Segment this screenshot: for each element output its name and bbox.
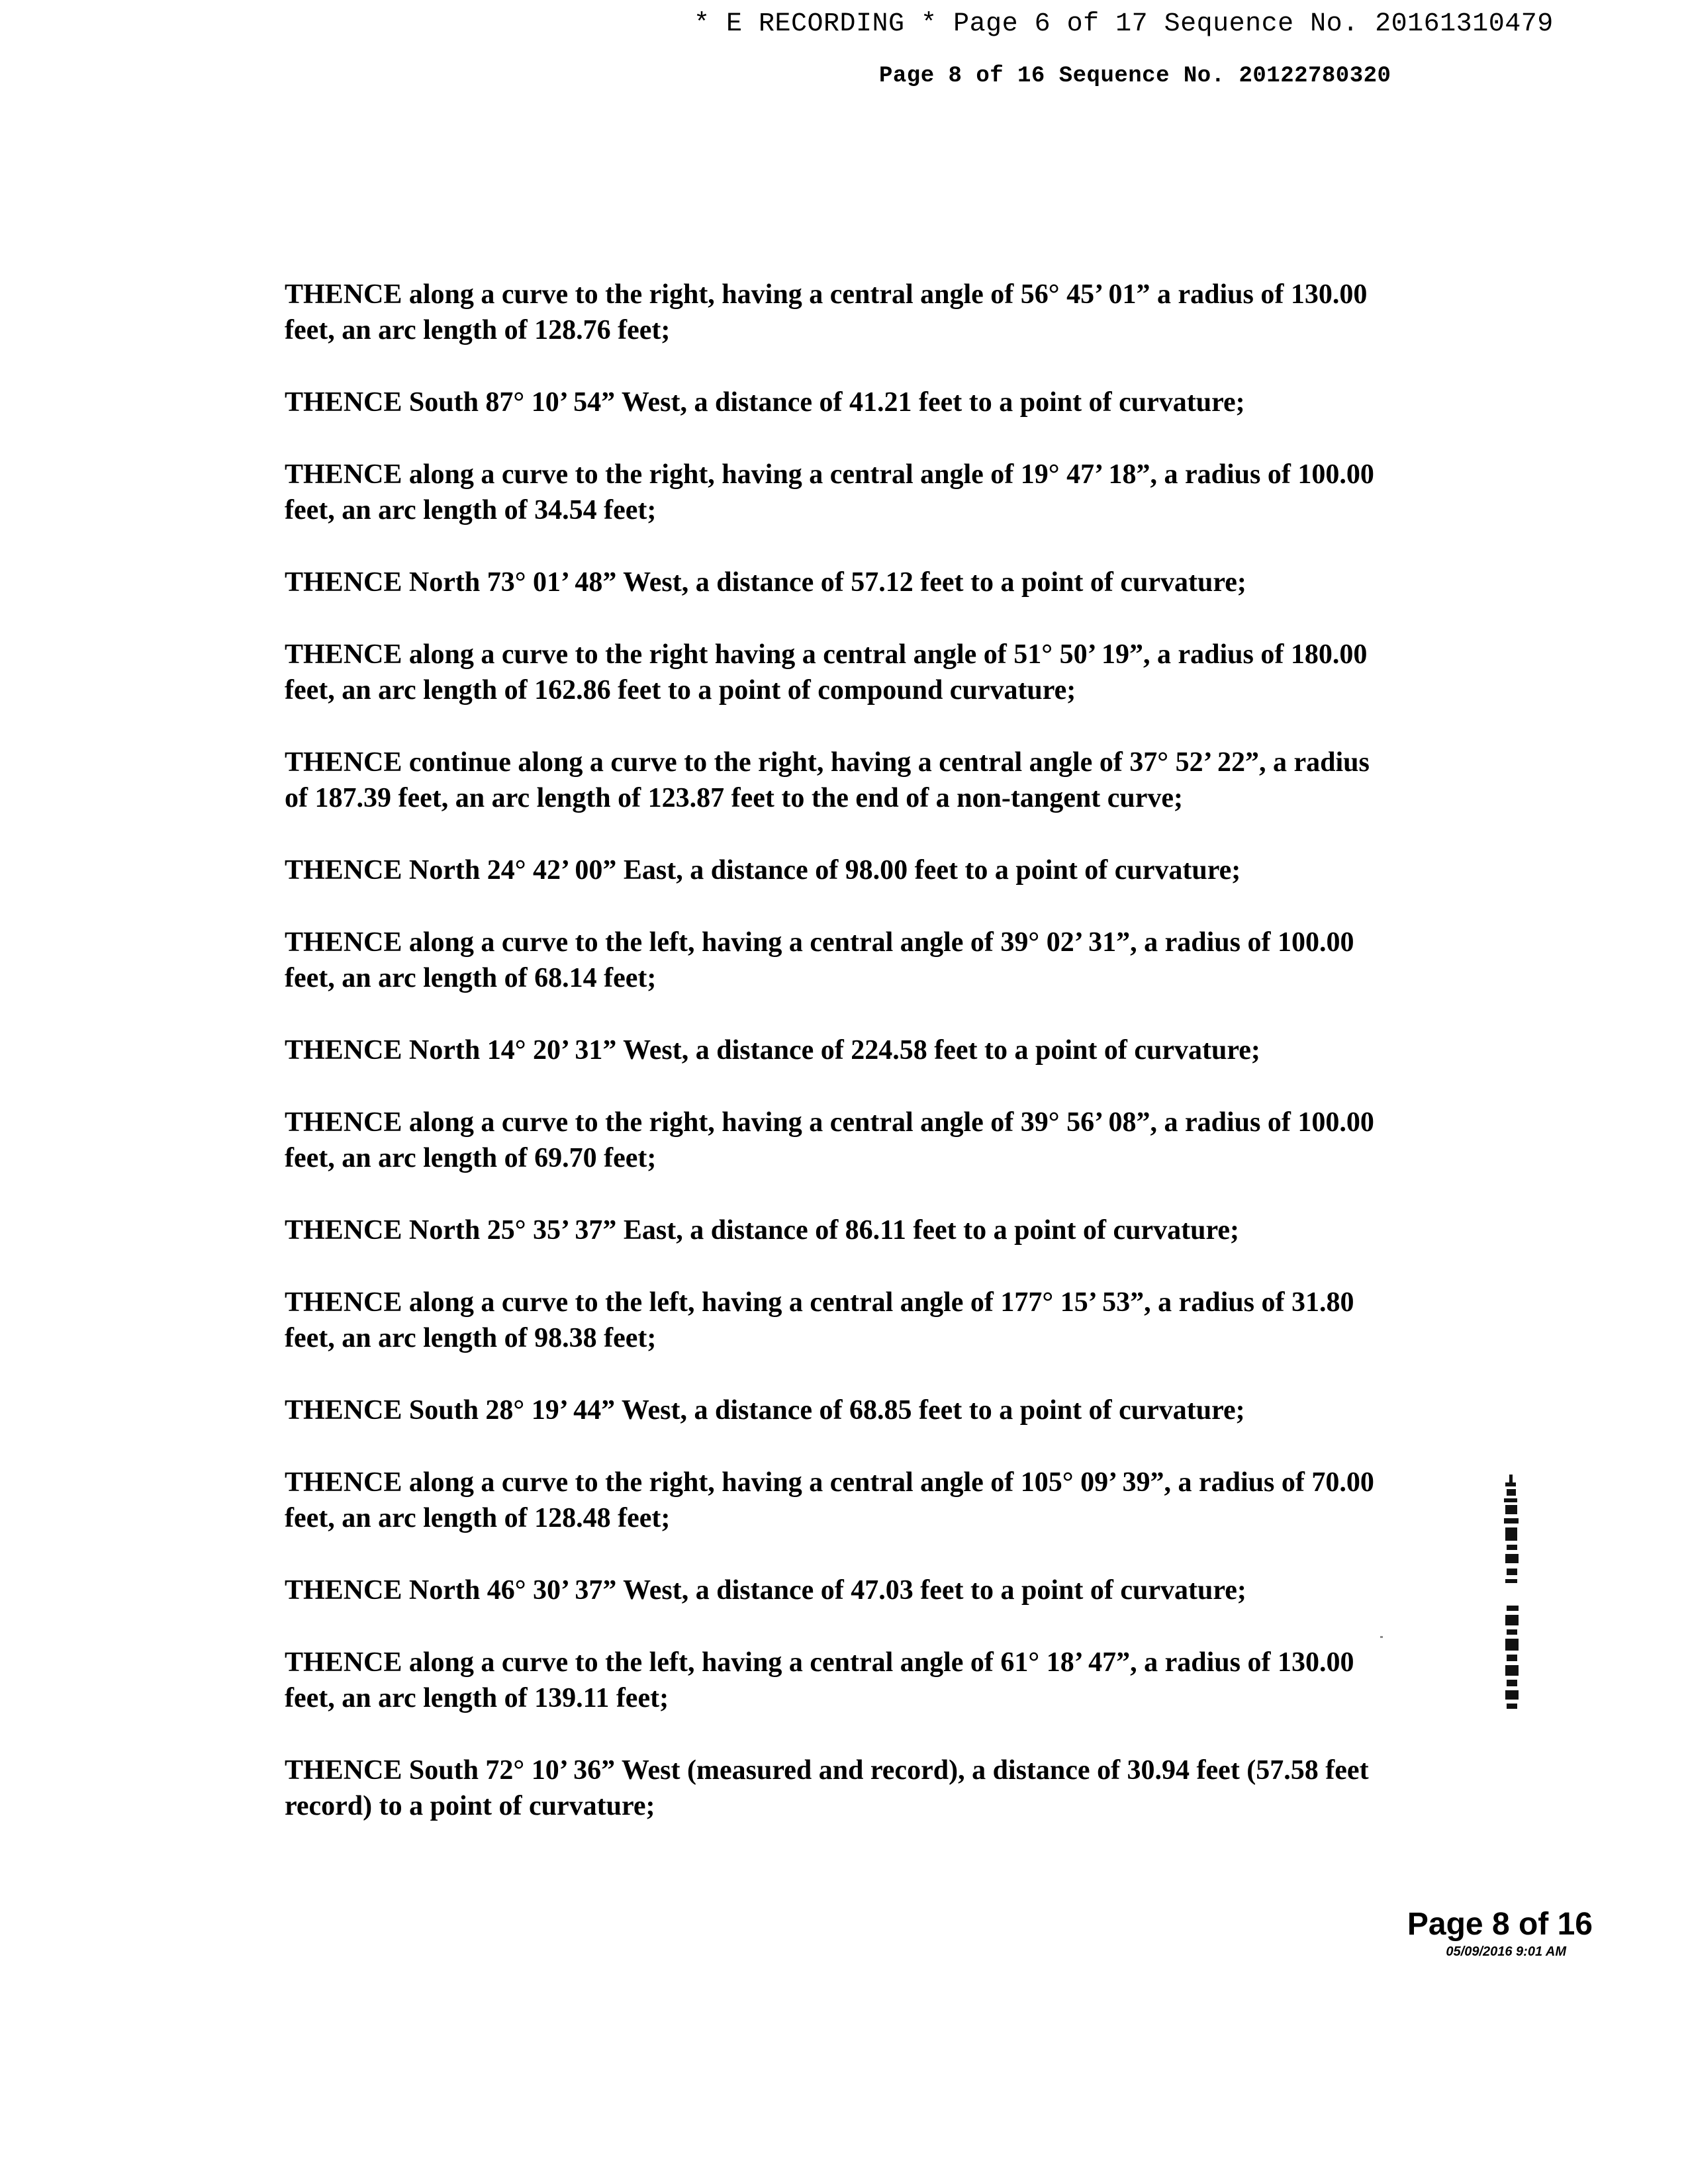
course-paragraph: THENCE North 73° 01’ 48” West, a distance of 57.12 feet to a point of curvature; bbox=[285, 567, 1246, 598]
page-footer bbox=[1407, 1906, 1593, 1960]
course-paragraph: THENCE South 72° 10’ 36” West (measured and record), a distance of 30.94 feet (57.58 feet record) to a point of curvature; bbox=[285, 1755, 1369, 1821]
course-paragraph: THENCE along a curve to the left, having a central angle of 177° 15’ 53”, a radius of 31.80 feet, an arc length of 98.38 feet; bbox=[285, 1287, 1354, 1353]
course-paragraph: THENCE South 28° 19’ 44” West, a distance of 68.85 feet to a point of curvature; bbox=[285, 1395, 1245, 1426]
course-paragraph: THENCE along a curve to the right, having a central angle of 56° 45’ 01” a radius of 130.00 feet, an arc length of 128.76 feet; bbox=[285, 279, 1368, 345]
footer-timestamp: 05/09/2016 9:01 AM bbox=[1446, 1944, 1566, 1959]
course-paragraph: THENCE along a curve to the right, having a central angle of 105° 09’ 39”, a radius of 70.00 feet, an arc length of 128.48 feet; bbox=[285, 1467, 1374, 1533]
course-paragraph: THENCE South 87° 10’ 54” West, a distance of 41.21 feet to a point of curvature; bbox=[285, 387, 1245, 418]
course-paragraph: THENCE North 25° 35’ 37” East, a distance of 86.11 feet to a point of curvature; bbox=[285, 1215, 1239, 1246]
original-page-header: Page 8 of 16 Sequence No. 20122780320 bbox=[879, 64, 1391, 89]
course-paragraph: THENCE along a curve to the right having a central angle of 51° 50’ 19”, a radius of 180.00 feet, an arc length of 162.86 feet to a point of compound curvature; bbox=[285, 639, 1368, 705]
course-paragraph: THENCE along a curve to the left, having a central angle of 61° 18’ 47”, a radius of 130.00 feet, an arc length of 139.11 feet; bbox=[285, 1647, 1354, 1713]
recording-header: * E RECORDING * Page 6 of 17 Sequence No. 20161310479 bbox=[694, 9, 1554, 39]
course-paragraph: THENCE North 24° 42’ 00” East, a distance of 98.00 feet to a point of curvature; bbox=[285, 855, 1241, 886]
scan-speck bbox=[1380, 1636, 1383, 1638]
course-paragraph: THENCE North 46° 30’ 37” West, a distance of 47.03 feet to a point of curvature; bbox=[285, 1575, 1246, 1606]
course-paragraph: THENCE along a curve to the right, having a central angle of 39° 56’ 08”, a radius of 100.00 feet, an arc length of 69.70 feet; bbox=[285, 1107, 1374, 1173]
legal-description-body bbox=[285, 277, 1377, 1860]
course-paragraph: THENCE North 14° 20’ 31” West, a distance of 224.58 feet to a point of curvature; bbox=[285, 1035, 1260, 1066]
course-paragraph: THENCE continue along a curve to the right, having a central angle of 37° 52’ 22”, a radius of 187.39 feet, an arc length of 123.87 feet to the end of a non-tangent curve; bbox=[285, 747, 1370, 813]
course-paragraph: THENCE along a curve to the right, having a central angle of 19° 47’ 18”, a radius of 100.00 feet, an arc length of 34.54 feet; bbox=[285, 459, 1374, 525]
side-recording-stamp bbox=[1497, 1475, 1530, 1726]
course-paragraph: THENCE along a curve to the left, having a central angle of 39° 02’ 31”, a radius of 100.00 feet, an arc length of 68.14 feet; bbox=[285, 927, 1354, 993]
footer-page-number: Page 8 of 16 bbox=[1407, 1907, 1593, 1942]
